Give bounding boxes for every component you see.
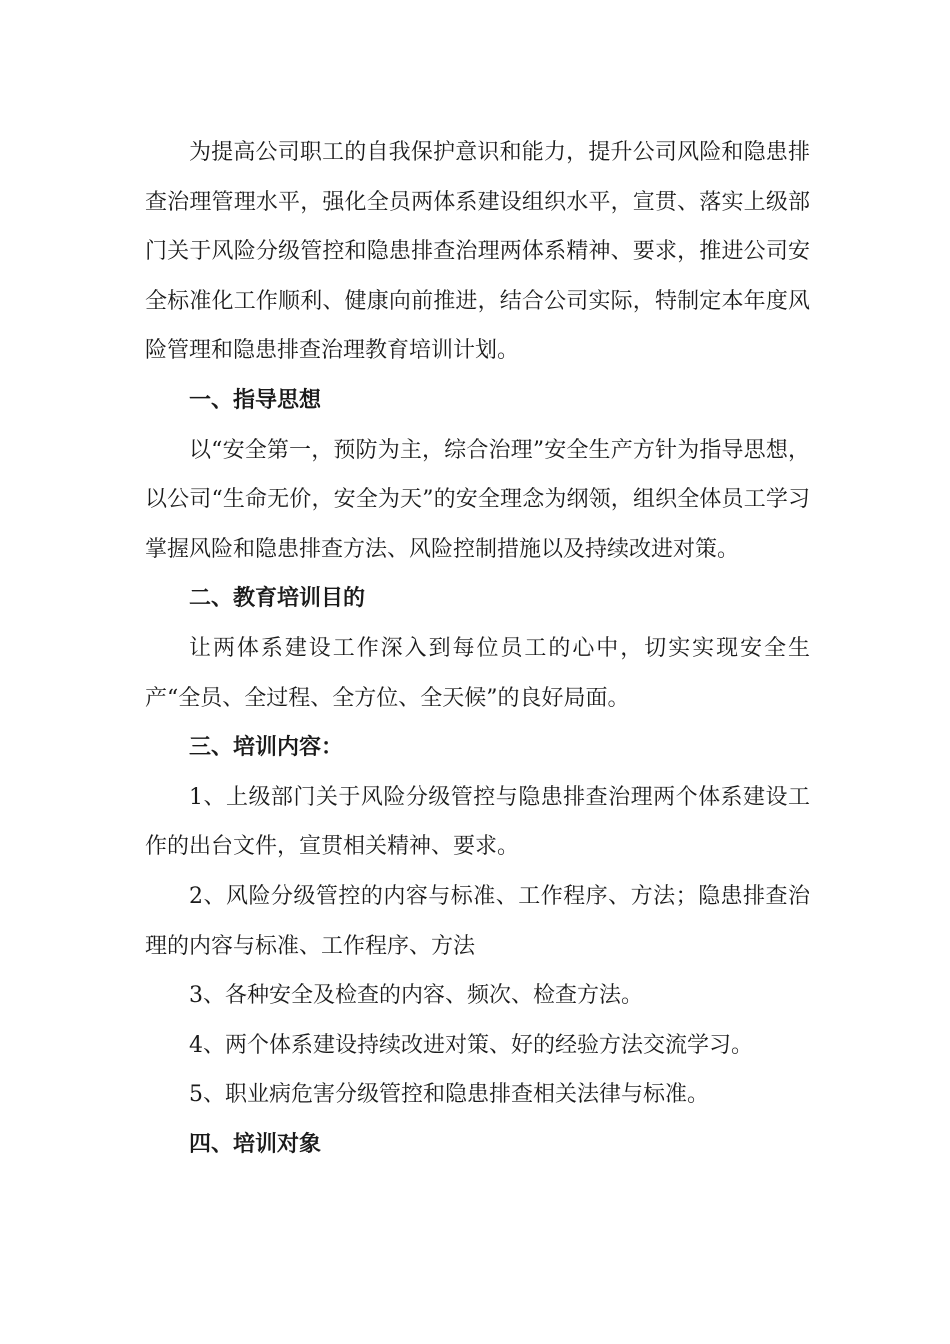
training-content-item: 5、职业病危害分级管控和隐患排查相关法律与标准。	[189, 1082, 709, 1108]
training-content-item: 2、风险分级管控的内容与标准、工作程序、方法；隐患排查治理的内容与标准、工作程序、方法	[145, 883, 810, 959]
training-content-item: 3、各种安全及检查的内容、频次、检查方法。	[189, 983, 643, 1009]
intro-paragraph: 为提高公司职工的自我保护意识和能力，提升公司风险和隐患排查治理管理水平，强化全员两体系建设组织水平，宣贯、落实上级部门关于风险分级管控和隐患排查治理两体系精神、要求，推进公司安全标准化工作顺利、健康向前推进，结合公司实际，特制定本年度风险管理和隐患排查治理教育培训计划。	[145, 140, 810, 364]
section-heading-guiding-ideology: 一、指导思想	[189, 386, 322, 413]
training-purpose-paragraph: 让两体系建设工作深入到每位员工的心中，切实实现安全生产“全员、全过程、全方位、全天候”的良好局面。	[145, 635, 810, 711]
document-body	[145, 128, 810, 1169]
section-heading-training-content: 三、培训内容：	[189, 734, 344, 761]
training-content-item: 1、上级部门关于风险分级管控与隐患排查治理两个体系建设工作的出台文件，宣贯相关精神、要求。	[145, 784, 810, 860]
guiding-ideology-paragraph: 以“安全第一，预防为主，综合治理”安全生产方针为指导思想，以公司“生命无价，安全为天”的安全理念为纲领，组织全体员工学习掌握风险和隐患排查方法、风险控制措施以及持续改进对策。	[145, 437, 810, 562]
section-heading-training-purpose: 二、教育培训目的	[189, 585, 366, 612]
section-heading-training-targets: 四、培训对象	[189, 1130, 322, 1157]
training-content-item: 4、两个体系建设持续改进对策、好的经验方法交流学习。	[189, 1032, 753, 1058]
